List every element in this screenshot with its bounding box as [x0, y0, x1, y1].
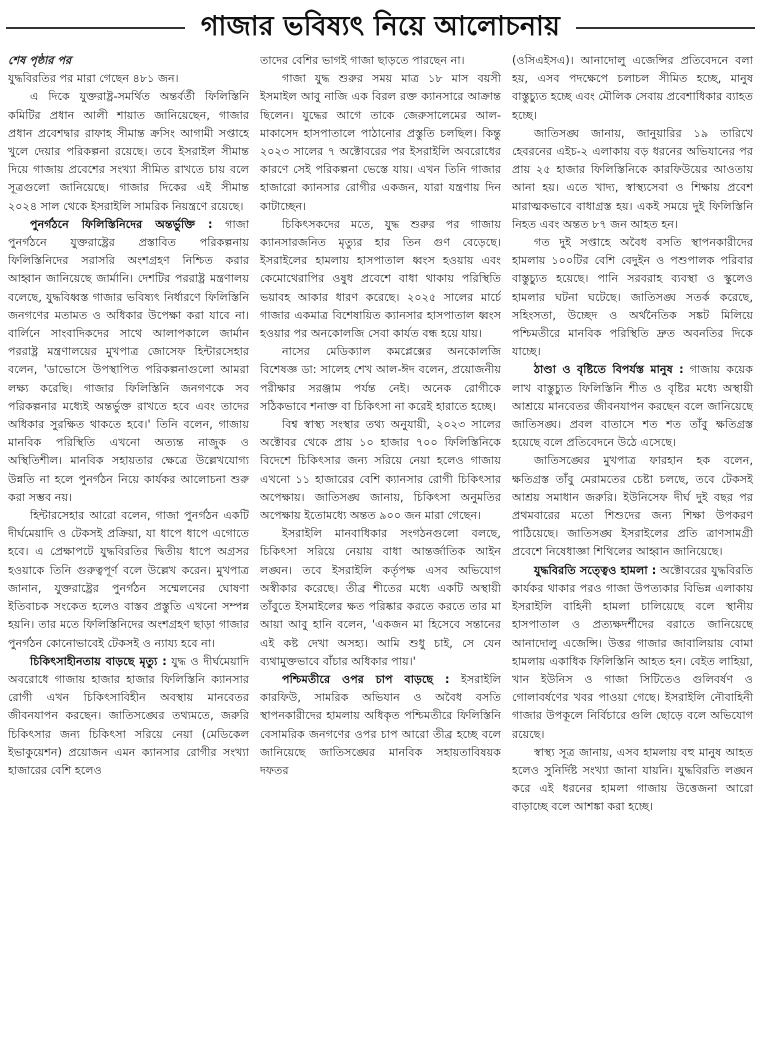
- paragraph-text: এ দিকে যুক্তরাষ্ট্র-সমর্থিত অন্তর্বর্তী ফিলিস্তিনি কমিটির প্রধান আলী শায়াত জানিয়েছেন, গাজার প্রধান প্রবেশদ্বার রাফাহ সীমান্ত ক্রসিং আগামী সপ্তাহে খুলে দেয়ার পরিকল্পনা রয়েছে। তবে ইসরাইল সীমান্ত দিয়ে গাজায় প্রবেশের সংখ্যা সীমিত রাখতে চায় বলে সূত্রগুলো জানিয়েছে। গাজার দিকের এই সীমান্ত ২০২৪ সাল থেকে ইসরাইলি সামরিক নিয়ন্ত্রণে রয়েছে।: [8, 90, 249, 213]
- paragraph-text: চিকিৎসকদের মতে, যুদ্ধ শুরুর পর গাজায় ক্যানসারজনিত মৃত্যুর হার তিন গুণ বেড়েছে। ইসরাইলের হামলায় হাসপাতাল ধ্বংস হওয়ায় এবং কেমোথেরাপির ওষুধ প্রবেশে বাধা থাকায় পরিস্থিতি ভয়াবহ আকার ধারণ করেছে। ২০২৫ সালের মার্চে গাজার একমাত্র বিশেষায়িত ক্যানসার হাসপাতাল ধ্বংস হওয়ার পর অনকোলজি সেবা কার্যত বন্ধ হয়ে যায়।: [260, 217, 501, 341]
- paragraph-text: গাজা যুদ্ধ শুরুর সময় মাত্র ১৮ মাস বয়সী ইসমাইল আবু নাজি এক বিরল রক্ত ক্যানসারে আক্রান্ত ছিলেন। যুদ্ধের আগে তাকে জেরুসালেমের আল-মাকাসেদ হাসপাতালে পাঠানোর প্রস্তুতি চলছিল। কিন্তু ২০২৩ সালের ৭ অক্টোবরের পর ইসরাইলি অবরোধের কারণে সেই পরিকল্পনা ভেস্তে যায়। এখন তিনি গাজার হাজারো ক্যানসার রোগীর একজন, যারা যন্ত্রণায় দিন কাটাচ্ছেন।: [260, 72, 501, 213]
- paragraph-text: গাজায় কয়েক লাখ বাস্তুচ্যুত ফিলিস্তিনি শীত ও বৃষ্টির মধ্যে অস্থায়ী আশ্রয়ে মানবেতর জীবনযাপন করছেন বলে জানিয়েছে জাতিসঙ্ঘ। প্রবল বাতাসে শত শত তাঁবু ক্ষতিগ্রস্ত হয়েছে বলে প্রতিবেদনে উঠে এসেছে।: [512, 363, 753, 450]
- column-2: [260, 52, 501, 1057]
- section-subheading: চিকিৎসাহীনতায় বাড়ছে মৃত্যু :: [30, 654, 167, 668]
- article-paragraph: [8, 70, 249, 88]
- section-subheading: ঠাণ্ডা ও বৃষ্টিতে বিপর্যস্ত মানুষ :: [534, 363, 684, 377]
- column-3: [512, 52, 753, 1057]
- paragraph-text: গত দুই সপ্তাহে অবৈধ বসতি স্থাপনকারীদের হামলায় ১০০টির বেশি বেদুইন ও পশুপালক পরিবার বাস্তুচ্যুত হয়েছে। পানি সরবরাহ ব্যবস্থা ও স্কুলেও হামলার ঘটনা ঘটেছে। জাতিসঙ্ঘ সতর্ক করেছে, সহিংসতা, উচ্ছেদ ও অর্থনৈতিক সঙ্কট মিলিয়ে পশ্চিমতীরে মানবিক পরিস্থিতি দ্রুত অবনতির দিকে যাচ্ছে।: [512, 236, 753, 359]
- article-paragraph: [512, 234, 753, 361]
- section-subheading: পশ্চিমতীরে ওপর চাপ বাড়ছে :: [282, 672, 450, 686]
- paragraph-text: বিশ্ব স্বাস্থ্য সংস্থার তথ্য অনুযায়ী, ২০২৩ সালের অক্টোবর থেকে প্রায় ১০ হাজার ৭০০ ফিলিস্তিনিকে বিদেশে চিকিৎসার জন্য সরিয়ে নেয়া হলেও গাজায় এখনো ১১ হাজারের বেশি ক্যানসার রোগী চিকিৎসার অপেক্ষায়। জাতিসঙ্ঘ জানায়, চিকিৎসা অনুমতির অপেক্ষায় ইতোমধ্যে অন্তত ৯০০ জন মারা গেছেন।: [260, 418, 501, 523]
- paragraph-text: যুদ্ধ ও দীর্ঘমেয়াদি অবরোধে গাজায় হাজার হাজার ফিলিস্তিনি ক্যানসার রোগী এখন চিকিৎসাবিহীন অবস্থায় মানবেতর জীবনযাপন করছেন। জাতিসঙ্ঘের তথ্যমতে, জরুরি চিকিৎসার জন্য চিকিৎসা সরিয়ে নেয়া (মেডিকেল ইভাকুয়েশন) প্রয়োজন এমন ক্যানসার রোগীর সংখ্যা হাজারের বেশি হলেও: [8, 654, 249, 777]
- article-paragraph: [512, 452, 753, 561]
- article-paragraph: [8, 653, 249, 780]
- paragraph-text: অক্টোবরের যুদ্ধবিরতি কার্যকর থাকার পরও গাজা উপত্যকার বিভিন্ন এলাকায় ইসরাইলি বাহিনী হামলা চালিয়েছে বলে স্থানীয় হাসপাতাল ও প্রত্যক্ষদর্শীদের বরাতে জানিয়েছে আনাদোলু এজেন্সি। উত্তর গাজার জাবালিয়ায় বোমা হামলায় একাধিক ফিলিস্তিনি আহত হন। বেইত লাহিয়া, খান ইউনিস ও গাজা সিটিতেও গুলিবর্ষণ ও গোলাবর্ষণের খবর পাওয়া গেছে। ইসরাইলি নৌবাহিনী গাজার উপকূলে নির্বিচারে গুলি ছোড়ে বলে অভিযোগ রয়েছে।: [512, 563, 753, 741]
- article-paragraph: [8, 216, 249, 507]
- paragraph-text: তাদের বেশির ভাগই গাজা ছাড়তে পারছেন না।: [260, 54, 465, 67]
- paragraph-text: (ওসিএইসএ)। আনাদোলু এজেন্সির প্রতিবেদনে বলা হয়, এসব পদক্ষেপে চলাচল সীমিত হচ্ছে, মানুষ বাস্তুচ্যুত হচ্ছে এবং মৌলিক সেবায় প্রবেশাধিকার ব্যাহত হচ্ছে।: [512, 54, 753, 122]
- headline-rule-right: [576, 27, 755, 29]
- article-paragraph: [260, 671, 501, 780]
- headline-rule-left: [6, 27, 185, 29]
- article-paragraph: [512, 744, 753, 817]
- paragraph-text: হিন্টারসেহার আরো বলেন, গাজা পুনর্গঠন একটি দীর্ঘমেয়াদি ও টেকসই প্রক্রিয়া, যা ধাপে ধাপে এগোতে হবে। এ প্রেক্ষাপটে যুদ্ধবিরতির দ্বিতীয় ধাপে অগ্রসর হওয়াকে তিনি গুরুত্বপূর্ণ বলে উল্লেখ করেন। মুখপাত্র জানান, যুক্তরাষ্ট্রের পুনর্গঠন সম্মেলনের ঘোষণা ইতিবাচক সংকেত হলেও বাস্তব প্রস্তুতি এখনো সম্পন্ন হয়নি। তার মতে ফিলিস্তিনিদের অংশগ্রহণ ছাড়া গাজার পুনর্গঠন কোনোভাবেই টেকসই ও ন্যায্য হবে না।: [8, 509, 249, 650]
- paragraph-text: নাসের মেডিক্যাল কমপ্লেক্সের অনকোলজি বিশেষজ্ঞ ডা: সালেহ শেখ আল-ঈদ বলেন, প্রয়োজনীয় পরীক্ষার সরঞ্জাম পর্যন্ত নেই। অনেক রোগীকে সঠিকভাবে শনাক্ত বা চিকিৎসা না করেই হারাতে হচ্ছে।: [260, 345, 501, 413]
- article-paragraph: [260, 70, 501, 216]
- column-1: [8, 52, 249, 1057]
- article-paragraph: [512, 361, 753, 452]
- continued-from-kicker: শেষ পৃষ্ঠার পর: [8, 54, 72, 67]
- article-paragraph: [260, 343, 501, 416]
- paragraph-text: গাজা পুনর্গঠনে যুক্তরাষ্ট্রের প্রস্তাবিত পরিকল্পনায় ফিলিস্তিনিদের সরাসরি অংশগ্রহণ নিশ্চিত করার আহ্বান জানিয়েছে জার্মানি। দেশটির পররাষ্ট্র মন্ত্রণালয় বলেছে, যুদ্ধবিধ্বস্ত গাজার ভবিষ্যৎ নির্ধারণে ফিলিস্তিনি জনগণের মতামত ও অধিকার উপেক্ষা করা যাবে না। বার্লিনে সাংবাদিকদের সাথে আলাপকালে জার্মান পররাষ্ট্র মন্ত্রণালয়ের মুখপাত্র জোসেফ হিন্টারসেহার বলেন, 'ডাভোসে উপস্থাপিত পরিকল্পনাগুলো আমরা লক্ষ্য করেছি। গাজার ফিলিস্তিনি জনগণকে সব পরিকল্পনার মধ্যেই অন্তর্ভুক্ত রাখতে হবে এবং তাদের অধিকার সুরক্ষিত থাকতে হবে।' তিনি বলেন, গাজায় মানবিক পরিস্থিতি এখনো অত্যন্ত নাজুক ও অস্থিতিশীল। মানবিক সহায়তার ক্ষেত্রে উল্লেখযোগ্য উন্নতি না হলে পুনর্গঠন নিয়ে কার্যকর আলোচনা শুরু করা সম্ভব নয়।: [8, 217, 249, 504]
- paragraph-text: জাতিসঙ্ঘের মুখপাত্র ফারহান হক বলেন, ক্ষতিগ্রস্ত তাঁবু মেরামতের চেষ্টা চলছে, তবে টেকসই আশ্রয় সমাধান জরুরি। ইউনিসেফ দীর্ঘ দুই বছর পর প্রথমবারের মতো শিশুদের জন্য শিক্ষা উপকরণ পাঠিয়েছে। জাতিসঙ্ঘ ইসরাইলের প্রতি ত্রাণসামগ্রী প্রবেশে নিষেধাজ্ঞা শিথিলের আহ্বান জানিয়েছে।: [512, 454, 753, 559]
- paragraph-text: ইসরাইলি মানবাধিকার সংগঠনগুলো বলছে, চিকিৎসা সরিয়ে নেয়ায় বাধা আন্তর্জাতিক আইন লঙ্ঘন। তবে ইসরাইলি কর্তৃপক্ষ এসব অভিযোগ অস্বীকার করেছে। তীব্র শীতের মধ্যে একটি অস্থায়ী তাঁবুতে ইসমাইলের ক্ষত পরিষ্কার করতে করতে তার মা আয়া আবু হানি বলেন, 'একজন মা হিসেবে সন্তানের এই কষ্ট দেখা অসহ্য। আমি শুধু চাই, সে যেন ব্যথামুক্তভাবে বাঁচার অধিকার পায়।': [260, 527, 501, 668]
- headline-bar: [0, 8, 761, 48]
- section-subheading: পুনর্গঠনে ফিলিস্তিনিদের অন্তর্ভুক্তি :: [30, 217, 213, 231]
- article-paragraph: [260, 416, 501, 525]
- headline: গাজার ভবিষ্যৎ নিয়ে আলোচনায়: [200, 10, 561, 42]
- article-paragraph: [512, 52, 753, 125]
- section-subheading: যুদ্ধবিরতি সত্ত্বেও হামলা :: [534, 563, 657, 577]
- paragraph-text: জাতিসঙ্ঘ জানায়, জানুয়ারির ১৯ তারিখে হেবরনের এইচ-২ এলাকায় বড় ধরনের অভিযানের পর প্রায় ২৫ হাজার ফিলিস্তিনিকে কারফিউয়ের আওতায় আনা হয়। এতে খাদ্য, স্বাস্থ্যসেবা ও শিক্ষায় প্রবেশ মারাত্মকভাবে বাধাগ্রস্ত হয়। একই সময়ে দুই ফিলিস্তিনি নিহত এবং অন্তত ৮৭ জন আহত হন।: [512, 126, 753, 231]
- paragraph-text: ইসরাইলি কারফিউ, সামরিক অভিযান ও অবৈধ বসতি স্থাপনকারীদের হামলায় অধিকৃত পশ্চিমতীরে ফিলিস্তিনি বেসামরিক জনগণের ওপর চাপ আরো তীব্র হচ্ছে বলে জানিয়েছে জাতিসঙ্ঘের মানবিক সহায়তাবিষয়ক দফতর: [260, 672, 501, 777]
- paragraph-text: যুদ্ধবিরতির পর মারা গেছেন ৪৮১ জন।: [8, 72, 179, 86]
- article-paragraph: [512, 125, 753, 234]
- kicker-line: [8, 52, 249, 70]
- article-paragraph: [260, 52, 501, 70]
- article-paragraph: [260, 525, 501, 671]
- article-paragraph: [8, 507, 249, 653]
- article-columns: [8, 52, 754, 1057]
- article-paragraph: [8, 88, 249, 215]
- paragraph-text: স্বাস্থ্য সূত্র জানায়, এসব হামলায় বহু মানুষ আহত হলেও সুনির্দিষ্ট সংখ্যা জানা যায়নি। যুদ্ধবিরতি লঙ্ঘন করে এই ধরনের হামলা গাজায় উত্তেজনা আরো বাড়াচ্ছে বলে আশঙ্কা করা হচ্ছে।: [512, 745, 753, 814]
- article-paragraph: [512, 562, 753, 744]
- article-paragraph: [260, 216, 501, 343]
